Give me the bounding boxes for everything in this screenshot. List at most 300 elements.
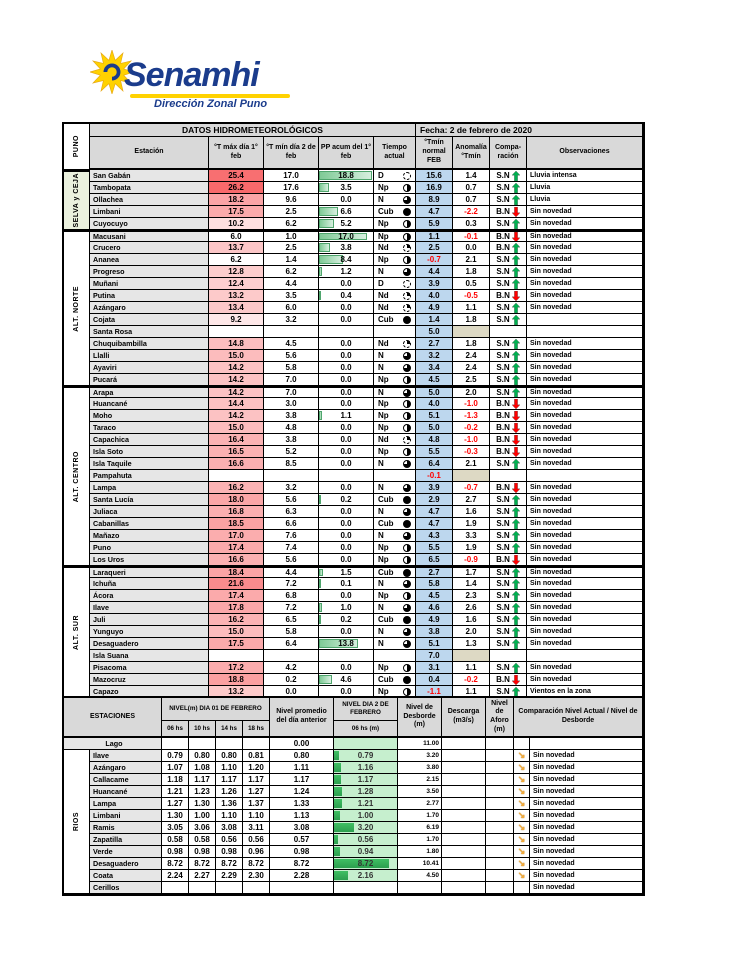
cloudy-icon (403, 364, 411, 372)
river-observation-cell: Sin novedad (530, 882, 643, 894)
station-name: Mazocruz (90, 674, 209, 686)
column-header: PP acum del 1° feb (319, 137, 374, 170)
river-observation-cell: Sin novedad (530, 774, 643, 786)
river-name: Huancané (90, 786, 162, 798)
tmax-cell: 16.6 (209, 554, 264, 566)
level-day2-cell (334, 882, 398, 894)
observation-cell: Sin novedad (527, 566, 643, 578)
weather-cell: D (374, 170, 416, 182)
cloudy-icon (403, 628, 411, 636)
tmax-cell: 16.6 (209, 458, 264, 470)
tmin-normal-cell: 5.5 (416, 542, 453, 554)
comparison-cell: S.N (490, 314, 527, 326)
pp-cell: 8.4 (319, 254, 374, 266)
level-h10: 2.27 (189, 870, 216, 882)
station-name: Yunguyo (90, 626, 209, 638)
cloudy-icon (403, 580, 411, 588)
anomaly-cell: -0.9 (453, 554, 490, 566)
tmin-normal-cell: 4.9 (416, 302, 453, 314)
tmin-cell: 5.8 (264, 362, 319, 374)
cloudy-icon (403, 352, 411, 360)
up-arrow-icon (512, 579, 520, 589)
partly-cloudy-icon (403, 448, 411, 456)
station-name: Crucero (90, 242, 209, 254)
trend-hand-cell (514, 762, 530, 774)
tmin-cell: 7.0 (264, 374, 319, 386)
pp-data-bar (319, 495, 321, 504)
region-label-norte: ALT. NORTE (64, 230, 90, 386)
station-name: Desaguadero (90, 638, 209, 650)
avg-level-cell (270, 882, 334, 894)
comparison-cell: S.N (490, 218, 527, 230)
observation-cell: Sin novedad (527, 590, 643, 602)
up-arrow-icon (512, 243, 520, 253)
observation-cell: Sin novedad (527, 218, 643, 230)
observation-cell: Sin novedad (527, 578, 643, 590)
tmin-normal-cell: 1.1 (416, 230, 453, 242)
tmin-cell: 9.6 (264, 194, 319, 206)
comparison-cell: B.N (490, 446, 527, 458)
column-header: °T máx día 1° feb (209, 137, 264, 170)
pp-cell: 0.0 (319, 446, 374, 458)
observation-cell: Sin novedad (527, 674, 643, 686)
level-day2-cell: 0.94 (334, 846, 398, 858)
anomaly-cell: 1.6 (453, 614, 490, 626)
tmin-cell: 7.6 (264, 530, 319, 542)
level-h18: 1.17 (243, 774, 270, 786)
overflow-level-cell: 3.20 (398, 750, 442, 762)
discharge-cell (442, 870, 486, 882)
station-name: Ayaviri (90, 362, 209, 374)
tmax-cell: 13.2 (209, 686, 264, 698)
partly-cloudy-icon (403, 184, 411, 192)
weather-cell (374, 326, 416, 338)
region-label-puno: PUNO (64, 124, 90, 170)
level-h10: 1.30 (189, 798, 216, 810)
gauging-cell (486, 810, 514, 822)
station-name: Laraqueri (90, 566, 209, 578)
station-name: Taraco (90, 422, 209, 434)
partly-cloudy-icon (403, 220, 411, 228)
pp-data-bar (319, 579, 321, 588)
observation-cell: Sin novedad (527, 206, 643, 218)
anomaly-cell: 2.0 (453, 626, 490, 638)
down-arrow-icon (512, 399, 520, 409)
weather-cell: Nd (374, 434, 416, 446)
level-h18: 2.30 (243, 870, 270, 882)
station-name: Chuquibambilla (90, 338, 209, 350)
comparison-cell: S.N (490, 602, 527, 614)
pp-data-bar (319, 255, 343, 264)
station-name: Cabanillas (90, 518, 209, 530)
aforo-header: Nivel de Aforo (m) (486, 698, 514, 738)
partly-cloudy-icon (403, 688, 411, 696)
partly-cloudy-icon (403, 544, 411, 552)
observation-cell: Sin novedad (527, 542, 643, 554)
trend-hand-cell (514, 774, 530, 786)
up-arrow-icon (512, 639, 520, 649)
tmax-cell: 14.4 (209, 398, 264, 410)
overflow-level-cell: 1.80 (398, 846, 442, 858)
observation-cell: Sin novedad (527, 374, 643, 386)
tmax-cell: 18.0 (209, 494, 264, 506)
station-name: Limbani (90, 206, 209, 218)
column-header: Estación (90, 137, 209, 170)
river-name: Verde (90, 846, 162, 858)
tmin-normal-cell: 5.8 (416, 578, 453, 590)
pp-cell: 5.2 (319, 218, 374, 230)
tmin-cell: 17.6 (264, 182, 319, 194)
comparison-cell: S.N (490, 686, 527, 698)
overflow-level-cell: 2.77 (398, 798, 442, 810)
comparison-cell: B.N (490, 206, 527, 218)
diagonal-arrow-icon: ↘ (517, 834, 526, 844)
level-data-bar (334, 763, 341, 772)
station-name: Capachica (90, 434, 209, 446)
brand-name: Senamhi (124, 56, 259, 94)
column-header: °Tmín normal FEB (416, 137, 453, 170)
level-data-bar (334, 847, 340, 856)
tmin-normal-cell: 3.8 (416, 626, 453, 638)
anomaly-cell: 1.7 (453, 566, 490, 578)
tmin-cell: 3.0 (264, 398, 319, 410)
level-h18: 1.37 (243, 798, 270, 810)
level-h06: 0.58 (162, 834, 189, 846)
comparison-cell: S.N (490, 578, 527, 590)
overflow-level-cell: 1.70 (398, 834, 442, 846)
avg-level-cell: 0.00 (270, 738, 334, 750)
tmin-cell: 1.4 (264, 254, 319, 266)
anomaly-cell: 0.0 (453, 242, 490, 254)
comparison-cell: S.N (490, 254, 527, 266)
level-data-bar (334, 835, 338, 844)
tmin-normal-cell: 4.9 (416, 614, 453, 626)
observation-cell: Sin novedad (527, 506, 643, 518)
discharge-cell (442, 762, 486, 774)
tmin-cell: 5.6 (264, 350, 319, 362)
tmin-cell: 6.4 (264, 638, 319, 650)
tmin-normal-cell: 5.0 (416, 326, 453, 338)
column-header: °T mín día 2 de feb (264, 137, 319, 170)
tmin-normal-cell: 4.0 (416, 398, 453, 410)
up-arrow-icon (512, 171, 520, 181)
partly-cloudy-icon (403, 664, 411, 672)
trend-hand-cell (514, 798, 530, 810)
river-name: Callacame (90, 774, 162, 786)
tmin-normal-cell: 6.5 (416, 554, 453, 566)
up-arrow-icon (512, 195, 520, 205)
river-name: Ilave (90, 750, 162, 762)
pp-cell: 0.2 (319, 614, 374, 626)
level-day2-cell: 1.28 (334, 786, 398, 798)
tmax-cell: 15.0 (209, 350, 264, 362)
up-arrow-icon (512, 459, 520, 469)
weather-cell: N (374, 350, 416, 362)
tmin-normal-cell: 5.0 (416, 386, 453, 398)
gauging-cell (486, 750, 514, 762)
observation-cell: Lluvia intensa (527, 170, 643, 182)
partly-cloudy-icon (403, 256, 411, 264)
level-h14: 0.80 (216, 750, 243, 762)
river-observation-cell: Sin novedad (530, 750, 643, 762)
pp-data-bar (319, 411, 322, 420)
anomaly-cell: 1.1 (453, 662, 490, 674)
overcast-icon (403, 616, 411, 624)
tmin-normal-cell: 4.5 (416, 374, 453, 386)
level-h18: 0.56 (243, 834, 270, 846)
table-title: DATOS HIDROMETEOROLÓGICOS (90, 124, 416, 137)
weather-table (62, 122, 645, 700)
weather-cell: Nd (374, 338, 416, 350)
river-name: Cerillos (90, 882, 162, 894)
observation-cell: Sin novedad (527, 230, 643, 242)
station-name: Santa Rosa (90, 326, 209, 338)
tmin-normal-cell: -1.1 (416, 686, 453, 698)
tmin-cell: 3.8 (264, 434, 319, 446)
weather-cell: N (374, 458, 416, 470)
scattered-clouds-icon (403, 436, 411, 444)
comparison-cell: S.N (490, 182, 527, 194)
nivel-dia1-header: NIVEL(m) DIA 01 DE FEBRERO 06 hs 10 hs 14 hs 18 hs (162, 698, 270, 738)
overcast-icon (403, 520, 411, 528)
level-h14: 1.10 (216, 762, 243, 774)
tmin-cell: 5.8 (264, 626, 319, 638)
tmin-cell: 2.5 (264, 206, 319, 218)
tmin-cell: 0.2 (264, 674, 319, 686)
pp-cell (319, 650, 374, 662)
down-arrow-icon (512, 555, 520, 565)
comparison-cell: S.N (490, 194, 527, 206)
diagonal-arrow-icon: ↘ (517, 798, 526, 808)
tmax-cell: 10.2 (209, 218, 264, 230)
level-h06: 1.30 (162, 810, 189, 822)
pp-cell: 0.0 (319, 686, 374, 698)
tmin-normal-cell: 4.6 (416, 602, 453, 614)
observation-cell: Sin novedad (527, 386, 643, 398)
tmin-cell: 6.3 (264, 506, 319, 518)
down-arrow-icon (512, 675, 520, 685)
promedio-header: Nivel promedio del día anterior (270, 698, 334, 738)
level-h06: 1.27 (162, 798, 189, 810)
tmin-normal-cell: 5.0 (416, 422, 453, 434)
up-arrow-icon (512, 591, 520, 601)
observation-cell: Sin novedad (527, 266, 643, 278)
tmin-normal-cell: 4.8 (416, 434, 453, 446)
anomaly-cell: 0.3 (453, 218, 490, 230)
pp-cell: 17.0 (319, 230, 374, 242)
tmax-cell: 14.2 (209, 410, 264, 422)
region-label-selva: SELVA y CEJA (64, 170, 90, 230)
column-header: Observaciones (527, 137, 643, 170)
anomaly-cell: 1.8 (453, 266, 490, 278)
tmax-cell: 15.0 (209, 626, 264, 638)
river-name: Coata (90, 870, 162, 882)
nivel-dia2-header: NIVEL DIA 2 DE FEBRERO 06 hs (m) (334, 698, 398, 738)
overflow-level-cell: 10.41 (398, 858, 442, 870)
observation-cell: Sin novedad (527, 602, 643, 614)
tmin-normal-cell: 3.4 (416, 362, 453, 374)
level-day2-cell: 2.16 (334, 870, 398, 882)
diagonal-arrow-icon: ↘ (517, 786, 526, 796)
avg-level-cell: 1.13 (270, 810, 334, 822)
observation-cell (527, 470, 643, 482)
level-h10: 1.23 (189, 786, 216, 798)
comparison-cell: B.N (490, 398, 527, 410)
discharge-cell (442, 774, 486, 786)
pp-cell: 0.0 (319, 434, 374, 446)
anomaly-cell: -0.5 (453, 290, 490, 302)
weather-cell: N (374, 530, 416, 542)
comparison-cell: S.N (490, 662, 527, 674)
avg-level-cell: 1.33 (270, 798, 334, 810)
comparison-cell: S.N (490, 386, 527, 398)
up-arrow-icon (512, 519, 520, 529)
avg-level-cell: 0.80 (270, 750, 334, 762)
cloudy-icon (403, 604, 411, 612)
anomaly-cell: 1.9 (453, 518, 490, 530)
tmax-cell: 16.4 (209, 434, 264, 446)
pp-data-bar (319, 183, 329, 192)
tmin-normal-cell: 4.7 (416, 506, 453, 518)
weather-cell: Cub (374, 566, 416, 578)
level-h18: 1.10 (243, 810, 270, 822)
cloudy-icon (403, 640, 411, 648)
river-observation-cell: Sin novedad (530, 846, 643, 858)
gauging-cell (486, 786, 514, 798)
station-name: Muñani (90, 278, 209, 290)
tmin-normal-cell: 4.0 (416, 290, 453, 302)
anomaly-cell: 2.6 (453, 602, 490, 614)
anomaly-cell: 1.8 (453, 314, 490, 326)
tmax-cell: 16.2 (209, 482, 264, 494)
overcast-icon (403, 676, 411, 684)
tmin-cell: 5.2 (264, 446, 319, 458)
pp-cell: 0.0 (319, 482, 374, 494)
up-arrow-icon (512, 627, 520, 637)
river-name: Limbani (90, 810, 162, 822)
comparison-cell: S.N (490, 590, 527, 602)
pp-data-bar (319, 603, 322, 612)
tmax-cell: 16.2 (209, 614, 264, 626)
weather-cell: Np (374, 662, 416, 674)
weather-cell: Cub (374, 674, 416, 686)
diagonal-arrow-icon: ↘ (517, 774, 526, 784)
weather-cell: Cub (374, 518, 416, 530)
up-arrow-icon (512, 363, 520, 373)
level-h14: 1.36 (216, 798, 243, 810)
down-arrow-icon (512, 207, 520, 217)
tmin-normal-cell: 16.9 (416, 182, 453, 194)
tmax-cell: 13.7 (209, 242, 264, 254)
level-data-bar (334, 799, 342, 808)
observation-cell: Sin novedad (527, 254, 643, 266)
comparison-cell: B.N (490, 242, 527, 254)
pp-cell: 0.2 (319, 494, 374, 506)
station-name: Macusani (90, 230, 209, 242)
anomaly-cell: -1.0 (453, 398, 490, 410)
overcast-icon (403, 208, 411, 216)
weather-cell: N (374, 638, 416, 650)
anomaly-cell: -1.0 (453, 434, 490, 446)
level-h14: 2.29 (216, 870, 243, 882)
tmax-cell: 9.2 (209, 314, 264, 326)
tmax-cell: 18.4 (209, 566, 264, 578)
lake-label: Lago (64, 738, 162, 750)
comparison-cell: B.N (490, 290, 527, 302)
station-name: Pisacoma (90, 662, 209, 674)
tmin-normal-cell: 3.2 (416, 350, 453, 362)
weather-cell: Np (374, 422, 416, 434)
tmin-normal-cell: 2.7 (416, 338, 453, 350)
station-name: Pampahuta (90, 470, 209, 482)
weather-cell (374, 470, 416, 482)
weather-cell: Np (374, 542, 416, 554)
tmin-cell: 1.0 (264, 230, 319, 242)
column-header: Tiempo actual (374, 137, 416, 170)
up-arrow-icon (512, 183, 520, 193)
up-arrow-icon (512, 507, 520, 517)
cloudy-icon (403, 484, 411, 492)
station-name: Cuyocuyo (90, 218, 209, 230)
tmax-cell: 6.2 (209, 254, 264, 266)
station-name: Isla Suana (90, 650, 209, 662)
anomaly-cell: -2.2 (453, 206, 490, 218)
partly-cloudy-icon (403, 233, 411, 241)
observation-cell: Sin novedad (527, 482, 643, 494)
station-name: Ilave (90, 602, 209, 614)
comparison-cell: S.N (490, 626, 527, 638)
tmin-normal-cell: 5.1 (416, 410, 453, 422)
tmax-cell: 17.5 (209, 206, 264, 218)
observation-cell: Sin novedad (527, 302, 643, 314)
level-h10: 1.08 (189, 762, 216, 774)
comparison-cell: S.N (490, 542, 527, 554)
up-arrow-icon (512, 375, 520, 385)
down-arrow-icon (512, 423, 520, 433)
level-h10: 1.00 (189, 810, 216, 822)
tmax-cell: 14.2 (209, 386, 264, 398)
tmax-cell: 18.5 (209, 518, 264, 530)
level-h06 (162, 882, 189, 894)
pp-cell: 0.0 (319, 518, 374, 530)
level-day2-cell: 1.00 (334, 810, 398, 822)
up-arrow-icon (512, 267, 520, 277)
gauging-cell (486, 738, 514, 750)
tmax-cell (209, 650, 264, 662)
station-name: Isla Soto (90, 446, 209, 458)
pp-cell: 3.8 (319, 242, 374, 254)
partly-cloudy-icon (403, 424, 411, 432)
level-h14: 0.56 (216, 834, 243, 846)
river-name: Lampa (90, 798, 162, 810)
pp-cell: 1.2 (319, 266, 374, 278)
tmax-cell: 21.6 (209, 578, 264, 590)
overflow-level-cell: 3.80 (398, 762, 442, 774)
station-name: Tambopata (90, 182, 209, 194)
discharge-cell (442, 882, 486, 894)
tmax-cell (209, 326, 264, 338)
river-name: Zapatilla (90, 834, 162, 846)
up-arrow-icon (512, 615, 520, 625)
gauging-cell (486, 858, 514, 870)
tmin-cell: 6.5 (264, 614, 319, 626)
station-name: Progreso (90, 266, 209, 278)
up-arrow-icon (512, 603, 520, 613)
pp-data-bar (319, 243, 330, 252)
trend-hand-cell (514, 810, 530, 822)
level-h14: 1.10 (216, 810, 243, 822)
diagonal-arrow-icon: ↘ (517, 750, 526, 760)
